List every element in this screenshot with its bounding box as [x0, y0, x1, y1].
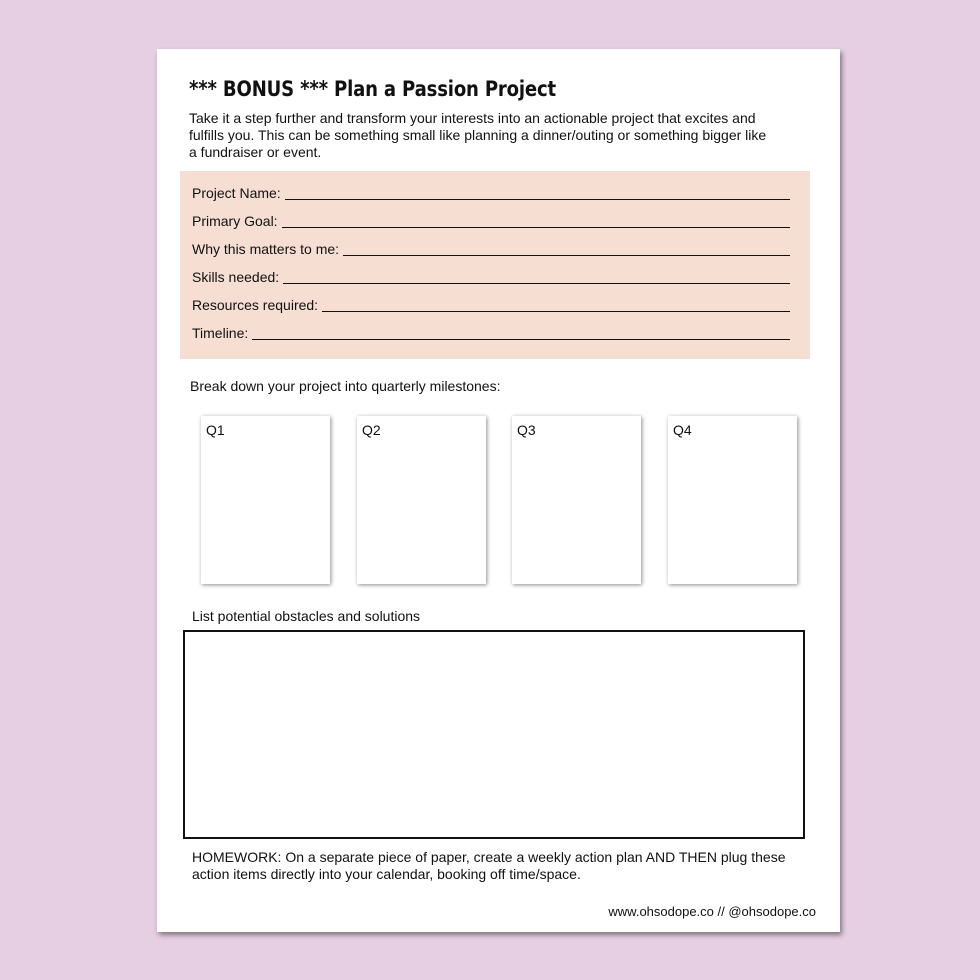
intro-line: Take it a step further and transform your interests into an actionable project that excites and [189, 110, 756, 126]
intro-paragraph [189, 110, 789, 161]
field-label: Skills needed: [192, 269, 280, 285]
fill-in-line[interactable] [322, 311, 790, 312]
page-title: *** BONUS *** Plan a Passion Project [189, 77, 556, 101]
resources-required-field[interactable] [192, 293, 790, 313]
project-details-form [180, 171, 810, 359]
field-label: Resources required: [192, 297, 319, 313]
footer-credit: www.ohsodope.co // @ohsodope.co [608, 904, 816, 919]
obstacles-heading: List potential obstacles and solutions [192, 608, 421, 624]
homework-line: HOMEWORK: On a separate piece of paper, create a weekly action plan AND THEN plug these [192, 849, 786, 865]
obstacles-solutions-box[interactable] [183, 630, 805, 839]
field-label: Primary Goal: [192, 213, 278, 229]
worksheet-page [157, 49, 840, 932]
milestone-card-q1[interactable] [201, 416, 330, 584]
homework-line: action items directly into your calendar, booking off time/space. [192, 866, 581, 882]
fill-in-line[interactable] [282, 227, 790, 228]
fill-in-line[interactable] [285, 199, 790, 200]
field-label: Why this matters to me: [192, 241, 340, 257]
milestone-card-q4[interactable] [668, 416, 797, 584]
field-label: Timeline: [192, 325, 249, 341]
quarter-label: Q2 [362, 422, 381, 438]
quarter-label: Q3 [517, 422, 536, 438]
why-this-matters-field[interactable] [192, 237, 790, 257]
fill-in-line[interactable] [343, 255, 790, 256]
fill-in-line[interactable] [252, 339, 790, 340]
project-name-field[interactable] [192, 181, 790, 201]
primary-goal-field[interactable] [192, 209, 790, 229]
timeline-field[interactable] [192, 321, 790, 341]
intro-line: a fundraiser or event. [189, 144, 322, 160]
quarter-label: Q4 [673, 422, 692, 438]
homework-note [192, 849, 802, 883]
intro-line: fulfills you. This can be something small like planning a dinner/outing or something bigger like [189, 127, 767, 143]
milestone-card-q2[interactable] [357, 416, 486, 584]
milestone-card-q3[interactable] [512, 416, 641, 584]
fill-in-line[interactable] [283, 283, 790, 284]
quarter-label: Q1 [206, 422, 225, 438]
field-label: Project Name: [192, 185, 281, 201]
milestones-heading: Break down your project into quarterly milestones: [190, 378, 501, 394]
skills-needed-field[interactable] [192, 265, 790, 285]
